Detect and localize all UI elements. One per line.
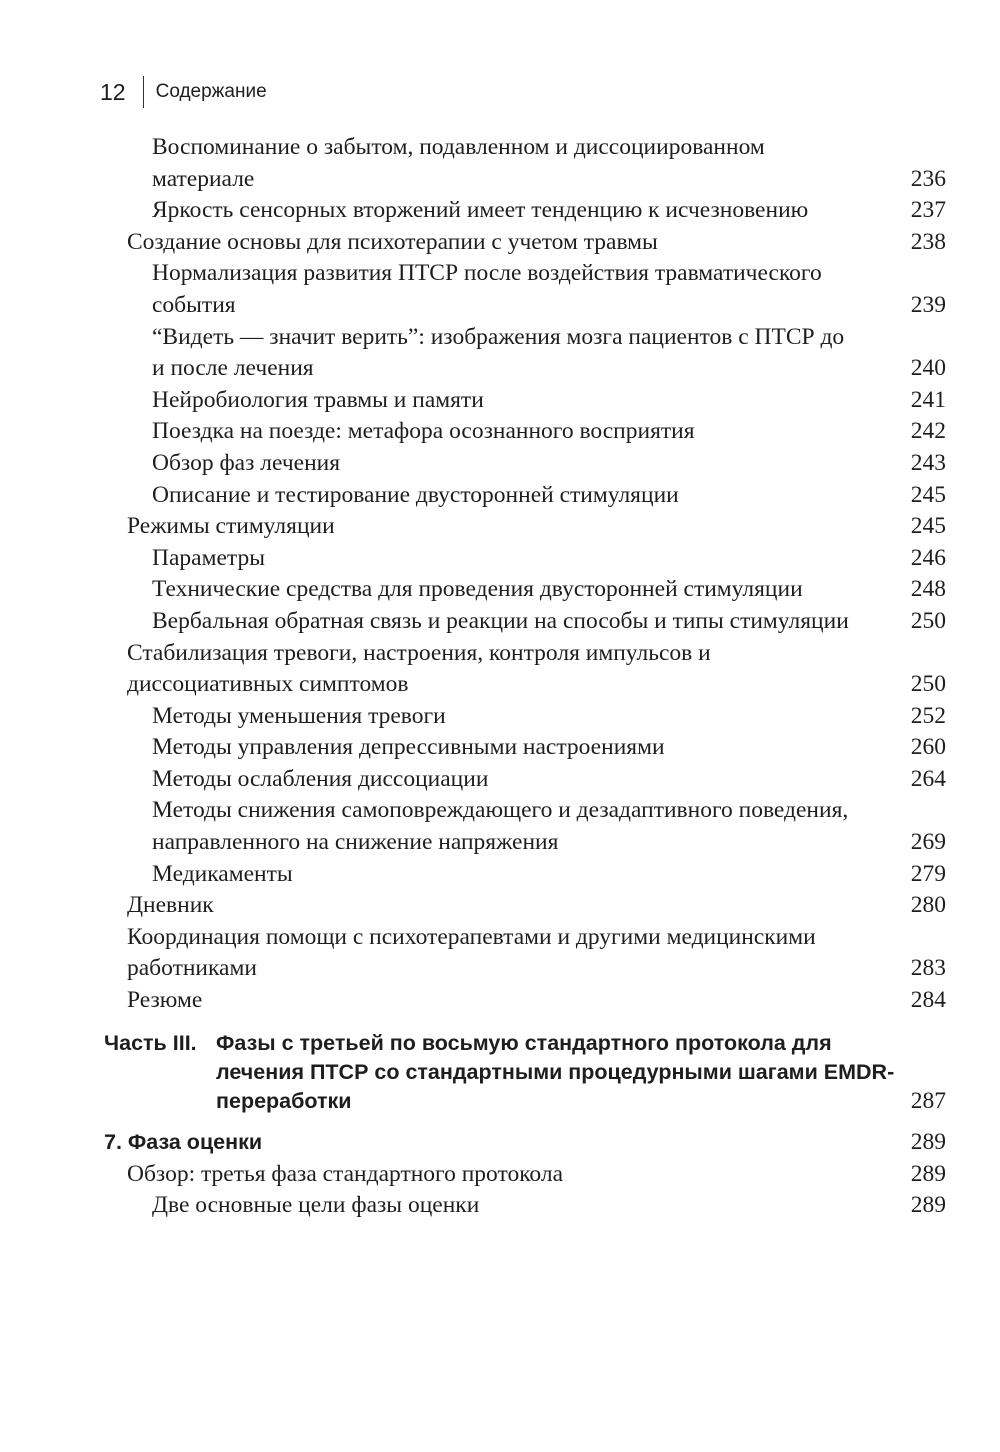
toc-entry [0,195,1000,227]
toc-entry-page: 236 [910,165,946,192]
toc-entry-page: 239 [910,291,946,318]
toc-entry-page: 246 [910,544,946,571]
toc-entry [0,1190,1000,1222]
toc-entry-title: Нейробиология травмы и памяти [152,386,484,413]
toc-entry [0,227,1000,259]
toc-entry [0,448,1000,480]
toc-entry-page: 250 [910,607,946,634]
toc-entry-title: Параметры [152,544,265,571]
toc-entry [0,795,1000,858]
toc-entry-title: Резюме [127,987,203,1014]
toc-entry-title: Воспоминание о забытом, подавленном и диссоциированном материале [152,134,765,192]
toc-entry-page: 289 [910,1128,946,1155]
toc-entry-page: 245 [910,481,946,508]
toc-entry-page: 269 [910,829,946,856]
toc-entry [0,385,1000,417]
toc-entry-page: 248 [910,576,946,603]
page-number: 12 [100,78,126,105]
toc-entry-title: Методы ослабления диссоциации [152,765,489,792]
toc-entry [0,922,1000,985]
toc-entry-page: 250 [910,671,946,698]
toc-entry [0,480,1000,512]
toc-entry [0,258,1000,321]
toc-entry-title: Обзор фаз лечения [152,449,341,476]
toc-entry [0,132,1000,195]
toc-entry [0,701,1000,733]
toc-entry-title: Две основные цели фазы оценки [152,1192,480,1219]
toc-entry-title: Стабилизация тревоги, настроения, контроля импульсов и диссоциативных симптомов [127,639,711,698]
toc-entry-page: 284 [910,987,946,1014]
toc-entry-page: 242 [910,418,946,445]
chapter-title: 7. Фаза оценки [104,1129,263,1154]
toc-entry [0,764,1000,796]
toc-entry-page: 289 [910,1160,946,1187]
toc-entry-page: 283 [910,955,946,982]
toc-entry-page: 280 [910,892,946,919]
toc-entry-title: Методы управления депрессивными настроениями [152,734,665,761]
toc-entry-title: Методы снижения самоповреждающего и дезадаптивного поведения, направленного на снижение напряжения [152,797,849,856]
toc-chapter-heading [0,1125,1000,1159]
toc-part-heading [0,1029,1000,1116]
toc-entry-title: Медикаменты [152,860,293,887]
toc-entry [0,732,1000,764]
toc-entry-title: Методы уменьшения тревоги [152,702,446,729]
toc-entry [0,859,1000,891]
toc-entry-page: 245 [910,513,946,540]
toc-entry [0,322,1000,385]
toc-entry-page: 238 [910,228,946,255]
running-title: Содержание [155,81,267,102]
header-divider [143,76,144,108]
toc-entry-page: 289 [910,1192,946,1219]
toc-entry-page: 260 [910,734,946,761]
toc-entry [0,638,1000,701]
toc-entry-title: Обзор: третья фаза стандартного протокола [127,1160,564,1187]
toc-entry-page: 279 [910,860,946,887]
toc-entry-title: “Видеть — значит верить”: изображения мозга пациентов с ПТСР до и после лечения [152,323,845,382]
toc-entry-page: 252 [910,702,946,729]
toc-entry-page: 287 [910,1087,946,1114]
toc-entry-title: Вербальная обратная связь и реакции на способы и типы стимуляции [152,607,849,634]
part-label: Часть III. [104,1030,197,1055]
toc-entry-page: 241 [910,386,946,413]
toc-entry-title: Нормализация развития ПТСР после воздействия травматического события [152,260,822,318]
toc-entry [0,1159,1000,1191]
toc-entry-title: Режимы стимуляции [127,513,335,540]
toc-entry-title: Координация помощи с психотерапевтами и другими медицинскими работниками [127,923,816,982]
toc-entry [0,574,1000,606]
toc-entry-page: 240 [910,355,946,382]
toc-entry-page: 237 [910,197,946,224]
page-header [100,74,267,110]
table-of-contents [0,132,1000,1222]
toc-entry [0,543,1000,575]
toc-entry-title: Поездка на поезде: метафора осознанного восприятия [152,418,695,445]
toc-entry-title: Создание основы для психотерапии с учетом травмы [127,228,658,255]
toc-entry [0,606,1000,638]
toc-entry-title: Технические средства для проведения двусторонней стимуляции [152,576,803,603]
toc-entry-page: 264 [910,765,946,792]
toc-entry-title: Дневник [127,892,214,919]
part-title: Фазы с третьей по восьмую стандартного протокола для лечения ПТСР со стандартными процедурными шагами EMDR-переработки [216,1030,895,1113]
toc-entry [0,511,1000,543]
toc-entry [0,890,1000,922]
toc-entry-title: Яркость сенсорных вторжений имеет тенденцию к исчезновению [152,197,809,224]
toc-entry [0,985,1000,1017]
toc-entry [0,416,1000,448]
toc-entry-title: Описание и тестирование двусторонней стимуляции [152,481,679,508]
toc-entry-page: 243 [910,449,946,476]
